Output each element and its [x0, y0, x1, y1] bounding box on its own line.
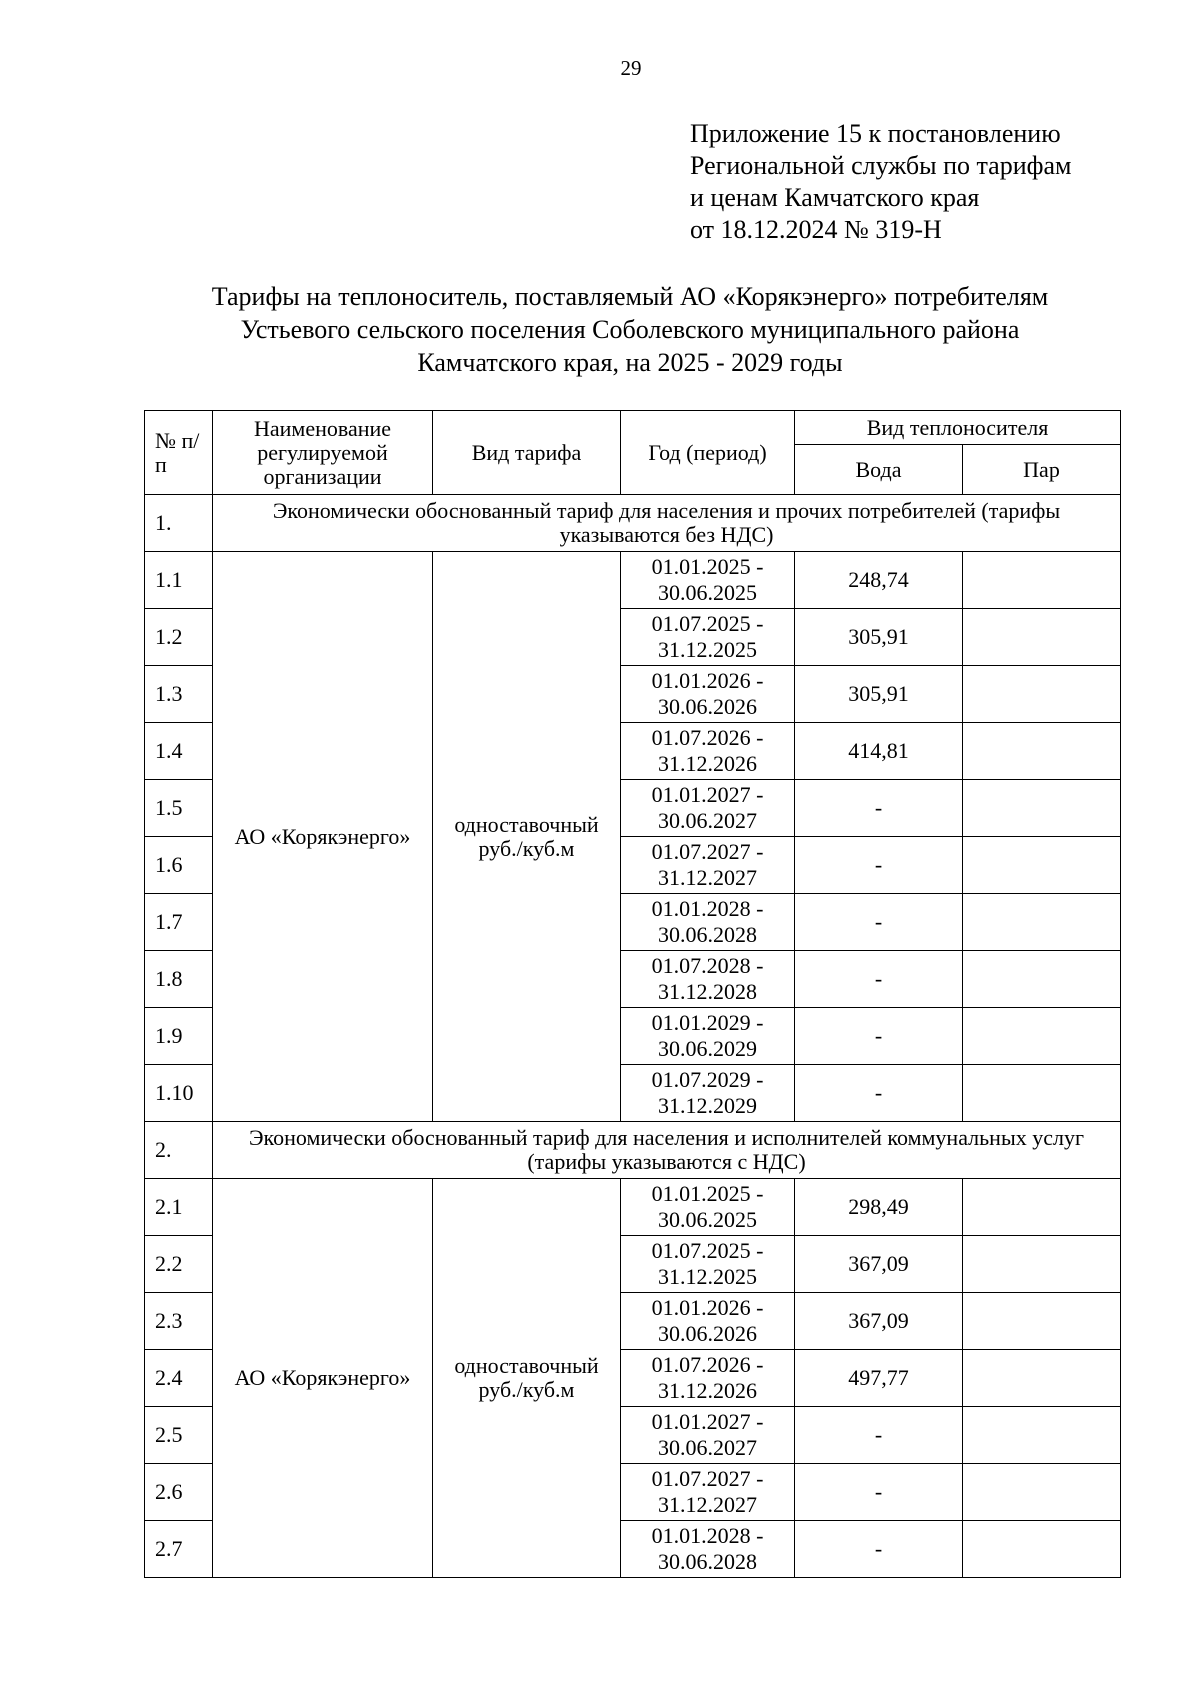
organization-cell: АО «Корякэнерго» [213, 552, 433, 1122]
row-number: 1.3 [145, 666, 213, 723]
water-tariff-cell: - [795, 1407, 963, 1464]
water-tariff-cell: - [795, 1065, 963, 1122]
period-cell: 01.01.2026 - 30.06.2026 [621, 666, 795, 723]
water-tariff-cell: - [795, 1008, 963, 1065]
steam-tariff-cell [963, 1008, 1121, 1065]
row-number: 1.1 [145, 552, 213, 609]
section-number: 2. [145, 1122, 213, 1179]
steam-tariff-cell [963, 1407, 1121, 1464]
header-steam: Пар [963, 445, 1121, 495]
row-number: 1.7 [145, 894, 213, 951]
water-tariff-cell: - [795, 1464, 963, 1521]
steam-tariff-cell [963, 894, 1121, 951]
row-number: 2.2 [145, 1236, 213, 1293]
page-number: 29 [620, 56, 642, 80]
steam-tariff-cell [963, 780, 1121, 837]
water-tariff-cell: 497,77 [795, 1350, 963, 1407]
appendix-line: и ценам Камчатского края [690, 183, 980, 212]
section-row [145, 1122, 1121, 1179]
row-number: 1.6 [145, 837, 213, 894]
title-line: Устьевого сельского поселения Соболевского муниципального района [240, 315, 1020, 344]
row-number: 2.6 [145, 1464, 213, 1521]
period-cell: 01.07.2026 - 31.12.2026 [621, 723, 795, 780]
row-number: 2.3 [145, 1293, 213, 1350]
title-line: Камчатского края, на 2025 - 2029 годы [417, 348, 843, 377]
steam-tariff-cell [963, 609, 1121, 666]
water-tariff-cell: 298,49 [795, 1179, 963, 1236]
header-water: Вода [795, 445, 963, 495]
steam-tariff-cell [963, 951, 1121, 1008]
table-row [145, 1179, 1121, 1236]
period-cell: 01.01.2025 - 30.06.2025 [621, 1179, 795, 1236]
appendix-line: Приложение 15 к постановлению [690, 119, 1061, 148]
water-tariff-cell: 305,91 [795, 609, 963, 666]
period-cell: 01.07.2027 - 31.12.2027 [621, 1464, 795, 1521]
water-tariff-cell: 305,91 [795, 666, 963, 723]
document-title [140, 280, 1120, 379]
steam-tariff-cell [963, 1521, 1121, 1578]
water-tariff-cell: - [795, 1521, 963, 1578]
row-number: 1.8 [145, 951, 213, 1008]
tariff-table [144, 410, 1121, 1578]
steam-tariff-cell [963, 1464, 1121, 1521]
water-tariff-cell: 367,09 [795, 1293, 963, 1350]
organization-cell: АО «Корякэнерго» [213, 1179, 433, 1578]
header-carrier: Вид теплоносителя [795, 411, 1121, 445]
water-tariff-cell: - [795, 951, 963, 1008]
water-tariff-cell: - [795, 894, 963, 951]
row-number: 1.2 [145, 609, 213, 666]
steam-tariff-cell [963, 666, 1121, 723]
steam-tariff-cell [963, 837, 1121, 894]
period-cell: 01.07.2029 - 31.12.2029 [621, 1065, 795, 1122]
water-tariff-cell: - [795, 837, 963, 894]
steam-tariff-cell [963, 1293, 1121, 1350]
period-cell: 01.07.2026 - 31.12.2026 [621, 1350, 795, 1407]
header-num: № п/п [145, 411, 213, 495]
section-title: Экономически обоснованный тариф для населения и прочих потребителей (тарифы указываются без НДС) [213, 495, 1121, 552]
period-cell: 01.01.2025 - 30.06.2025 [621, 552, 795, 609]
tariff-type-cell: одноставочный руб./куб.м [433, 1179, 621, 1578]
header-tariff-type: Вид тарифа [433, 411, 621, 495]
row-number: 1.4 [145, 723, 213, 780]
section-number: 1. [145, 495, 213, 552]
period-cell: 01.01.2027 - 30.06.2027 [621, 1407, 795, 1464]
period-cell: 01.01.2029 - 30.06.2029 [621, 1008, 795, 1065]
row-number: 1.5 [145, 780, 213, 837]
row-number: 2.4 [145, 1350, 213, 1407]
period-cell: 01.01.2028 - 30.06.2028 [621, 1521, 795, 1578]
appendix-reference [690, 118, 1071, 246]
water-tariff-cell: - [795, 780, 963, 837]
period-cell: 01.01.2026 - 30.06.2026 [621, 1293, 795, 1350]
steam-tariff-cell [963, 1236, 1121, 1293]
water-tariff-cell: 248,74 [795, 552, 963, 609]
row-number: 2.7 [145, 1521, 213, 1578]
period-cell: 01.07.2025 - 31.12.2025 [621, 1236, 795, 1293]
water-tariff-cell: 367,09 [795, 1236, 963, 1293]
title-line: Тарифы на теплоноситель, поставляемый АО «Корякэнерго» потребителям [211, 282, 1049, 311]
row-number: 2.5 [145, 1407, 213, 1464]
period-cell: 01.01.2027 - 30.06.2027 [621, 780, 795, 837]
row-number: 2.1 [145, 1179, 213, 1236]
period-cell: 01.01.2028 - 30.06.2028 [621, 894, 795, 951]
appendix-line: от 18.12.2024 № 319-Н [690, 215, 942, 244]
table-body [145, 495, 1121, 1578]
period-cell: 01.07.2028 - 31.12.2028 [621, 951, 795, 1008]
header-period: Год (период) [621, 411, 795, 495]
steam-tariff-cell [963, 1350, 1121, 1407]
section-title: Экономически обоснованный тариф для населения и исполнителей коммунальных услуг (тарифы указываются с НДС) [213, 1122, 1121, 1179]
appendix-line: Региональной службы по тарифам [690, 151, 1072, 180]
steam-tariff-cell [963, 723, 1121, 780]
table-row [145, 552, 1121, 609]
row-number: 1.9 [145, 1008, 213, 1065]
period-cell: 01.07.2025 - 31.12.2025 [621, 609, 795, 666]
steam-tariff-cell [963, 1179, 1121, 1236]
header-org: Наименование регулируемой организации [213, 411, 433, 495]
row-number: 1.10 [145, 1065, 213, 1122]
steam-tariff-cell [963, 552, 1121, 609]
period-cell: 01.07.2027 - 31.12.2027 [621, 837, 795, 894]
water-tariff-cell: 414,81 [795, 723, 963, 780]
steam-tariff-cell [963, 1065, 1121, 1122]
section-row [145, 495, 1121, 552]
tariff-type-cell: одноставочный руб./куб.м [433, 552, 621, 1122]
